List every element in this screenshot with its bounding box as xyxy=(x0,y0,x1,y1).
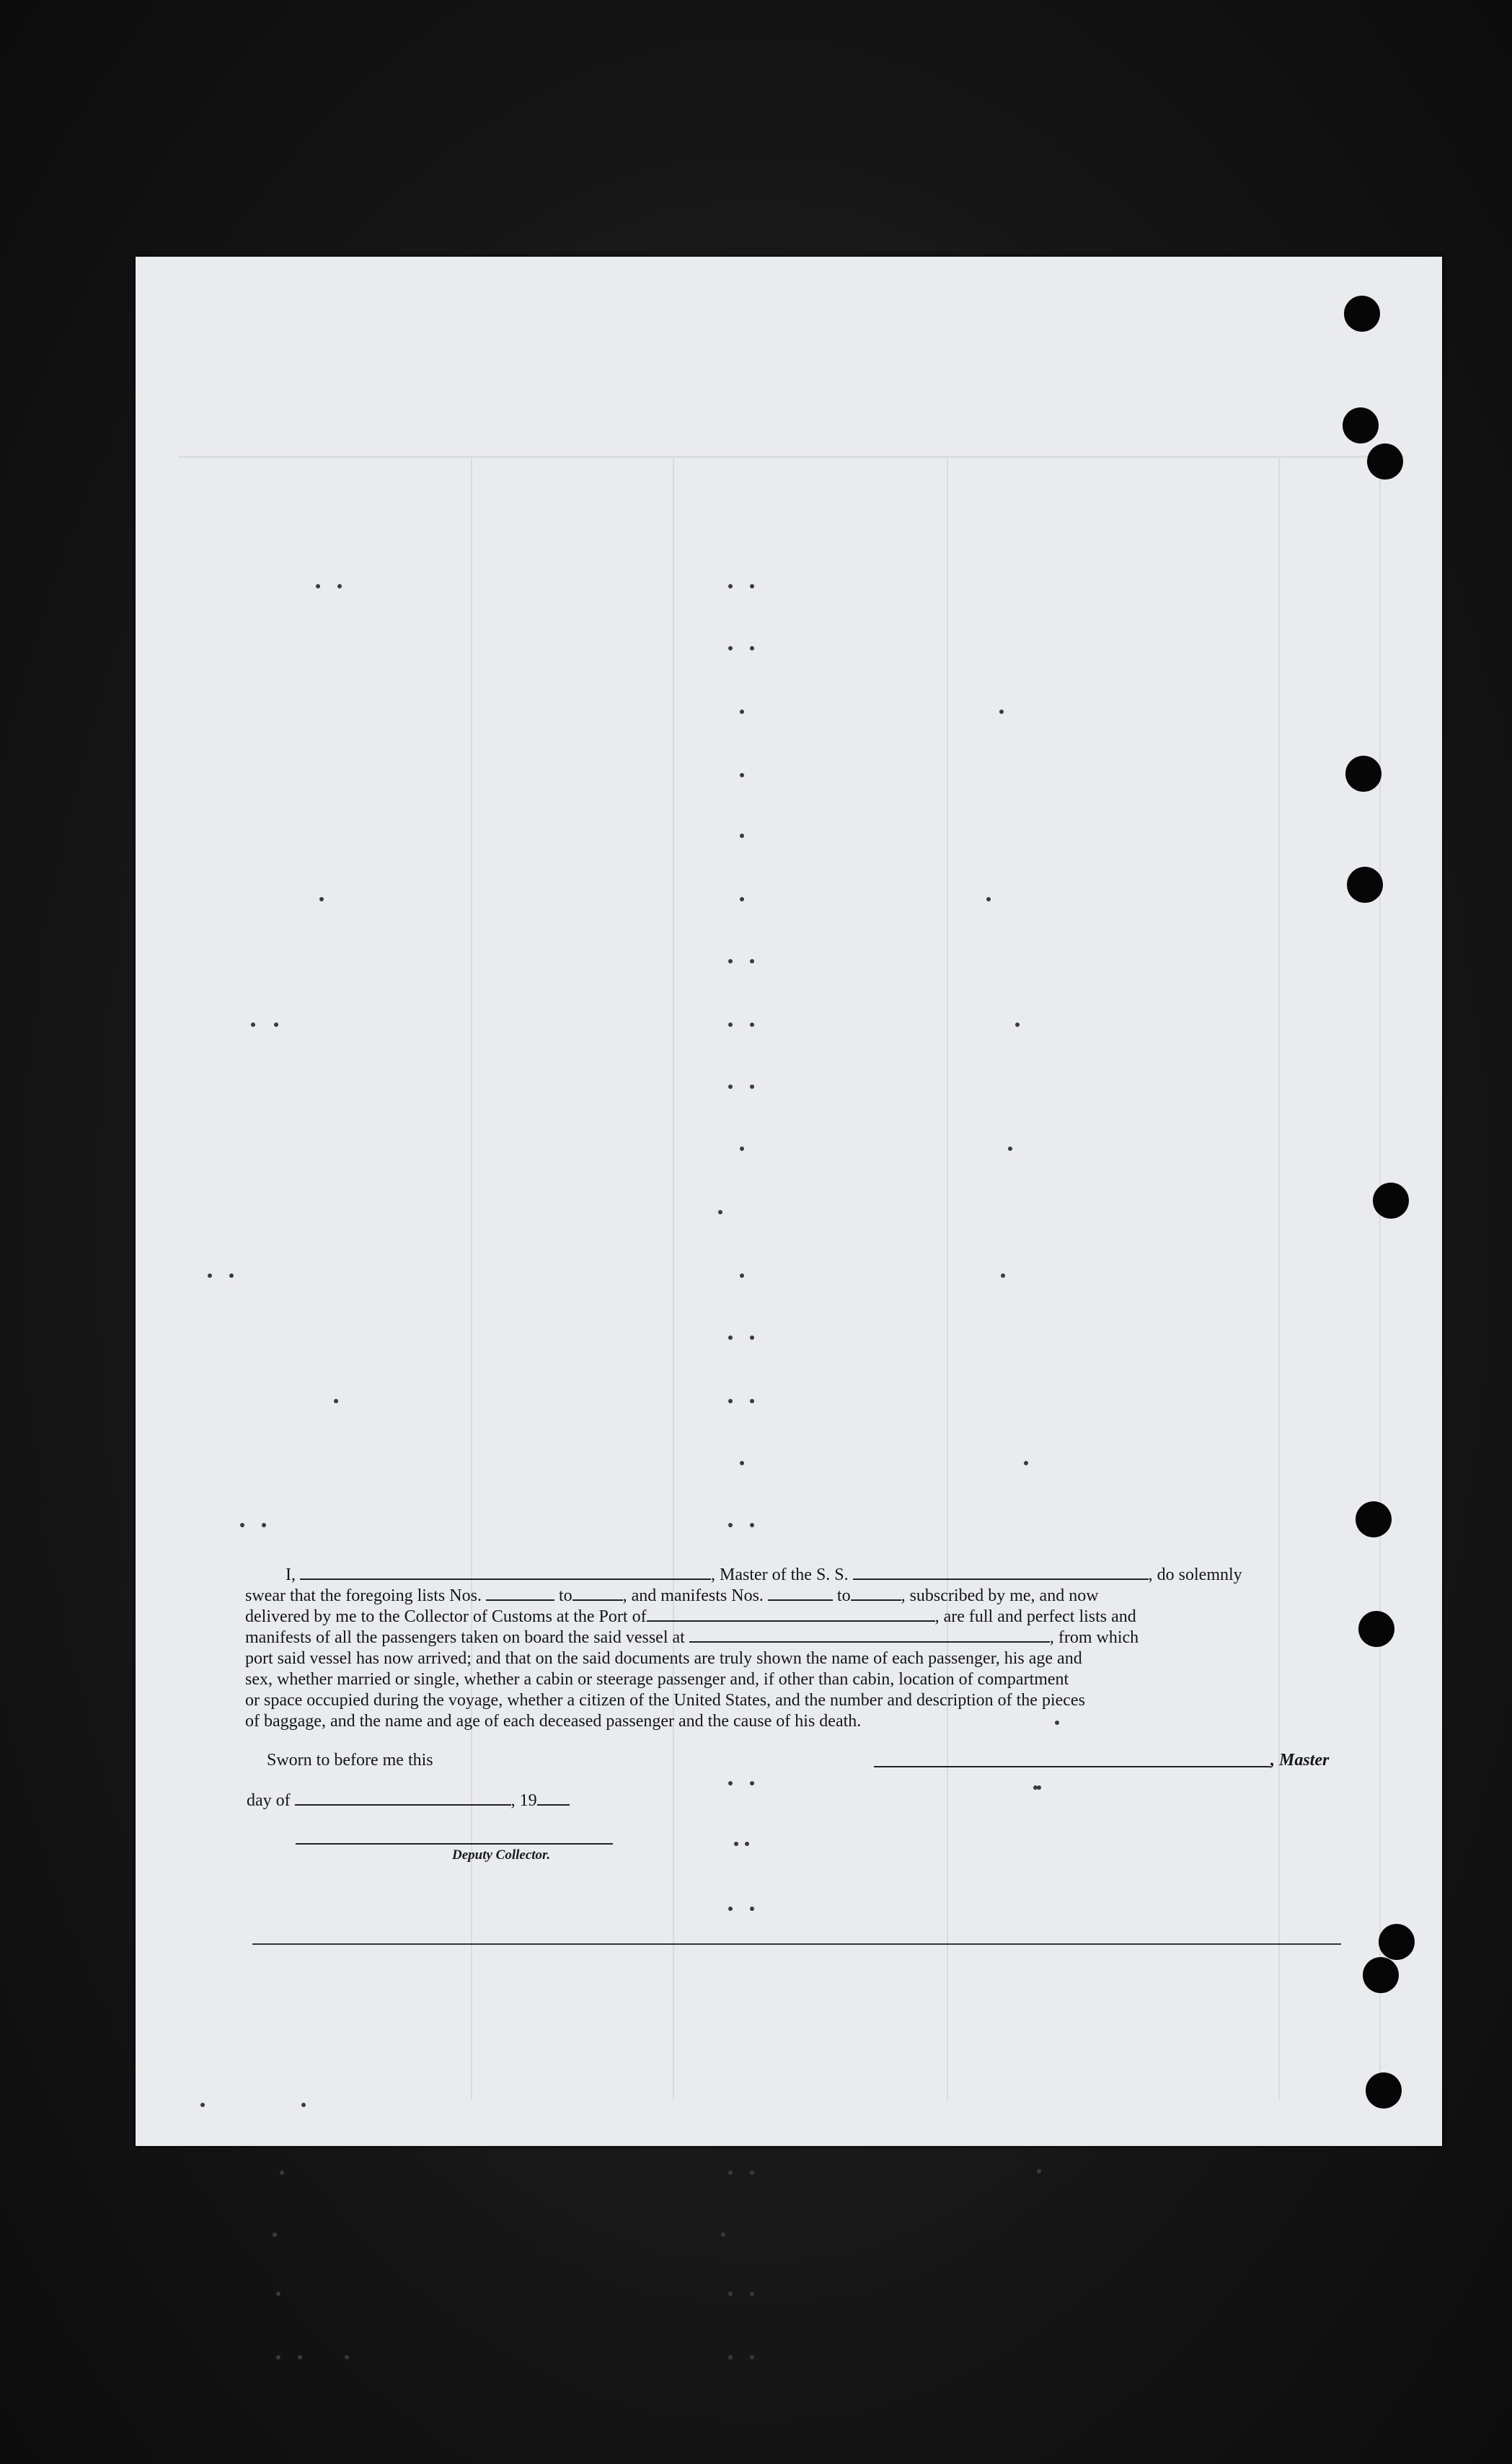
ghost-mark xyxy=(740,1461,744,1465)
ghost-mark xyxy=(750,959,754,963)
punch-hole xyxy=(1373,1183,1409,1219)
deputy-signature-line xyxy=(296,1843,613,1845)
ghost-mark xyxy=(750,2171,754,2175)
ghost-mark xyxy=(251,1023,255,1027)
ghost-mark xyxy=(262,1523,266,1527)
punch-hole xyxy=(1344,296,1380,332)
ghost-mark xyxy=(728,1023,733,1027)
punch-hole xyxy=(1363,1957,1399,1993)
sworn-text: Sworn to before me this xyxy=(267,1751,433,1770)
ghost-mark xyxy=(728,646,733,650)
ghost-column-4 xyxy=(1278,456,1280,2100)
oath-manifests-nos: , and manifests Nos. xyxy=(622,1586,764,1605)
ghost-column-2 xyxy=(673,456,674,2100)
ghost-mark xyxy=(1037,2169,1041,2173)
ghost-mark xyxy=(345,2355,349,2359)
punch-hole xyxy=(1347,867,1383,903)
oath-line-8: of baggage, and the name and age of each deceased passenger and the cause of his death. xyxy=(245,1712,862,1731)
ghost-mark xyxy=(1024,1461,1028,1465)
ghost-mark xyxy=(740,710,744,714)
master-signature-line xyxy=(874,1766,1270,1767)
ghost-mark xyxy=(721,2233,725,2237)
ghost-mark xyxy=(276,2292,280,2296)
oath-line-1 xyxy=(245,1565,1341,1586)
oath-line-2 xyxy=(245,1586,1341,1607)
ghost-mark xyxy=(728,959,733,963)
master-oath-paragraph xyxy=(245,1565,1341,1732)
ghost-mark xyxy=(750,1023,754,1027)
ghost-mark xyxy=(728,1085,733,1089)
punch-hole xyxy=(1358,1611,1394,1647)
ghost-mark xyxy=(986,897,991,901)
ghost-mark xyxy=(728,2292,733,2296)
ghost-mark xyxy=(1008,1147,1012,1151)
year-blank xyxy=(537,1791,570,1806)
oath-from-which: , from which xyxy=(1049,1628,1139,1647)
ghost-mark xyxy=(740,897,744,901)
ghost-mark xyxy=(740,1273,744,1278)
bottom-rule xyxy=(252,1943,1341,1945)
lists-from-blank xyxy=(486,1586,554,1601)
ghost-mark xyxy=(208,1273,212,1278)
ghost-mark xyxy=(750,584,754,588)
manifest-sheet xyxy=(136,257,1442,2146)
ghost-mark xyxy=(750,1523,754,1527)
oath-line-7: or space occupied during the voyage, whether a citizen of the United States, and the number and description of the pieces xyxy=(245,1691,1085,1710)
ghost-mark xyxy=(316,584,320,588)
ghost-mark xyxy=(740,834,744,838)
ghost-mark xyxy=(740,1147,744,1151)
punch-hole xyxy=(1356,1501,1392,1537)
ghost-mark xyxy=(337,584,342,588)
ghost-mark xyxy=(750,646,754,650)
deputy-collector-label: Deputy Collector. xyxy=(452,1847,551,1863)
day-of-label: day of xyxy=(247,1791,291,1810)
ghost-mark xyxy=(728,584,733,588)
ghost-column-5 xyxy=(1379,456,1381,2100)
ghost-mark xyxy=(728,2171,733,2175)
ghost-header-rule xyxy=(179,456,1405,458)
ghost-mark xyxy=(999,710,1004,714)
punch-hole xyxy=(1366,2072,1402,2108)
ghost-mark xyxy=(728,1523,733,1527)
oath-do-solemnly: , do solemnly xyxy=(1148,1566,1242,1584)
master-name-blank xyxy=(300,1566,711,1580)
punch-hole xyxy=(1343,407,1379,443)
ghost-mark xyxy=(750,1399,754,1403)
oath-line-5: port said vessel has now arrived; and that on the said documents are truly shown the name of each passenger, his age and xyxy=(245,1649,1082,1668)
day-blank xyxy=(295,1791,511,1806)
day-of-line xyxy=(247,1791,570,1811)
oath-swear-lists: swear that the foregoing lists Nos. xyxy=(245,1586,482,1605)
oath-master-of-ss: , Master of the S. S. xyxy=(711,1566,849,1584)
ghost-mark xyxy=(229,1273,234,1278)
ghost-column-3 xyxy=(947,456,948,2100)
ghost-mark xyxy=(301,2103,306,2107)
ghost-mark xyxy=(750,2355,754,2359)
ghost-mark xyxy=(718,1210,722,1214)
ghost-mark xyxy=(728,1781,733,1785)
ghost-mark xyxy=(274,1023,278,1027)
ghost-mark xyxy=(728,1399,733,1403)
ghost-mark xyxy=(280,2171,284,2175)
lists-to-blank xyxy=(572,1586,623,1601)
ghost-mark xyxy=(750,1907,754,1911)
oath-i: I, xyxy=(286,1566,296,1584)
ghost-mark xyxy=(200,2103,205,2107)
ghost-mark xyxy=(750,1085,754,1089)
oath-delivered: delivered by me to the Collector of Customs at the Port of xyxy=(245,1607,647,1626)
punch-hole xyxy=(1379,1924,1415,1960)
oath-line-6: sex, whether married or single, whether a cabin or steerage passenger and, if other than cabin, location of compartment xyxy=(245,1670,1069,1689)
ghost-mark xyxy=(240,1523,244,1527)
master-label: , Master xyxy=(1270,1751,1330,1770)
ghost-mark xyxy=(334,1399,338,1403)
ghost-mark xyxy=(750,1335,754,1340)
ghost-mark xyxy=(319,897,324,901)
ghost-mark xyxy=(1001,1273,1005,1278)
punch-hole xyxy=(1367,443,1403,480)
oath-perfect-lists: , are full and perfect lists and xyxy=(934,1607,1136,1626)
manifests-to-blank xyxy=(851,1586,901,1601)
oath-line-3 xyxy=(245,1607,1341,1628)
port-blank xyxy=(647,1607,935,1622)
punch-hole xyxy=(1345,756,1381,792)
ghost-mark xyxy=(750,2292,754,2296)
manifests-from-blank xyxy=(768,1586,833,1601)
oath-to-2: to xyxy=(836,1586,851,1605)
ghost-mark xyxy=(298,2355,302,2359)
ghost-mark xyxy=(734,1842,738,1846)
ghost-mark xyxy=(1015,1023,1020,1027)
ghost-mark xyxy=(750,1781,754,1785)
ghost-mark xyxy=(728,1907,733,1911)
ghost-mark xyxy=(740,773,744,777)
ghost-mark xyxy=(276,2355,280,2359)
ghost-mark xyxy=(728,2355,733,2359)
departure-port-blank xyxy=(689,1628,1050,1643)
oath-manifests-line: manifests of all the passengers taken on board the said vessel at xyxy=(245,1628,685,1647)
oath-subscribed: , subscribed by me, and now xyxy=(901,1586,1099,1605)
year-prefix: , 19 xyxy=(510,1791,537,1810)
ghost-mark xyxy=(273,2233,277,2237)
oath-to-1: to xyxy=(558,1586,572,1605)
ghost-mark xyxy=(728,1335,733,1340)
ghost-mark xyxy=(1037,1785,1041,1790)
oath-line-4 xyxy=(245,1628,1341,1648)
ship-name-blank xyxy=(853,1566,1149,1580)
ghost-mark xyxy=(745,1842,749,1846)
